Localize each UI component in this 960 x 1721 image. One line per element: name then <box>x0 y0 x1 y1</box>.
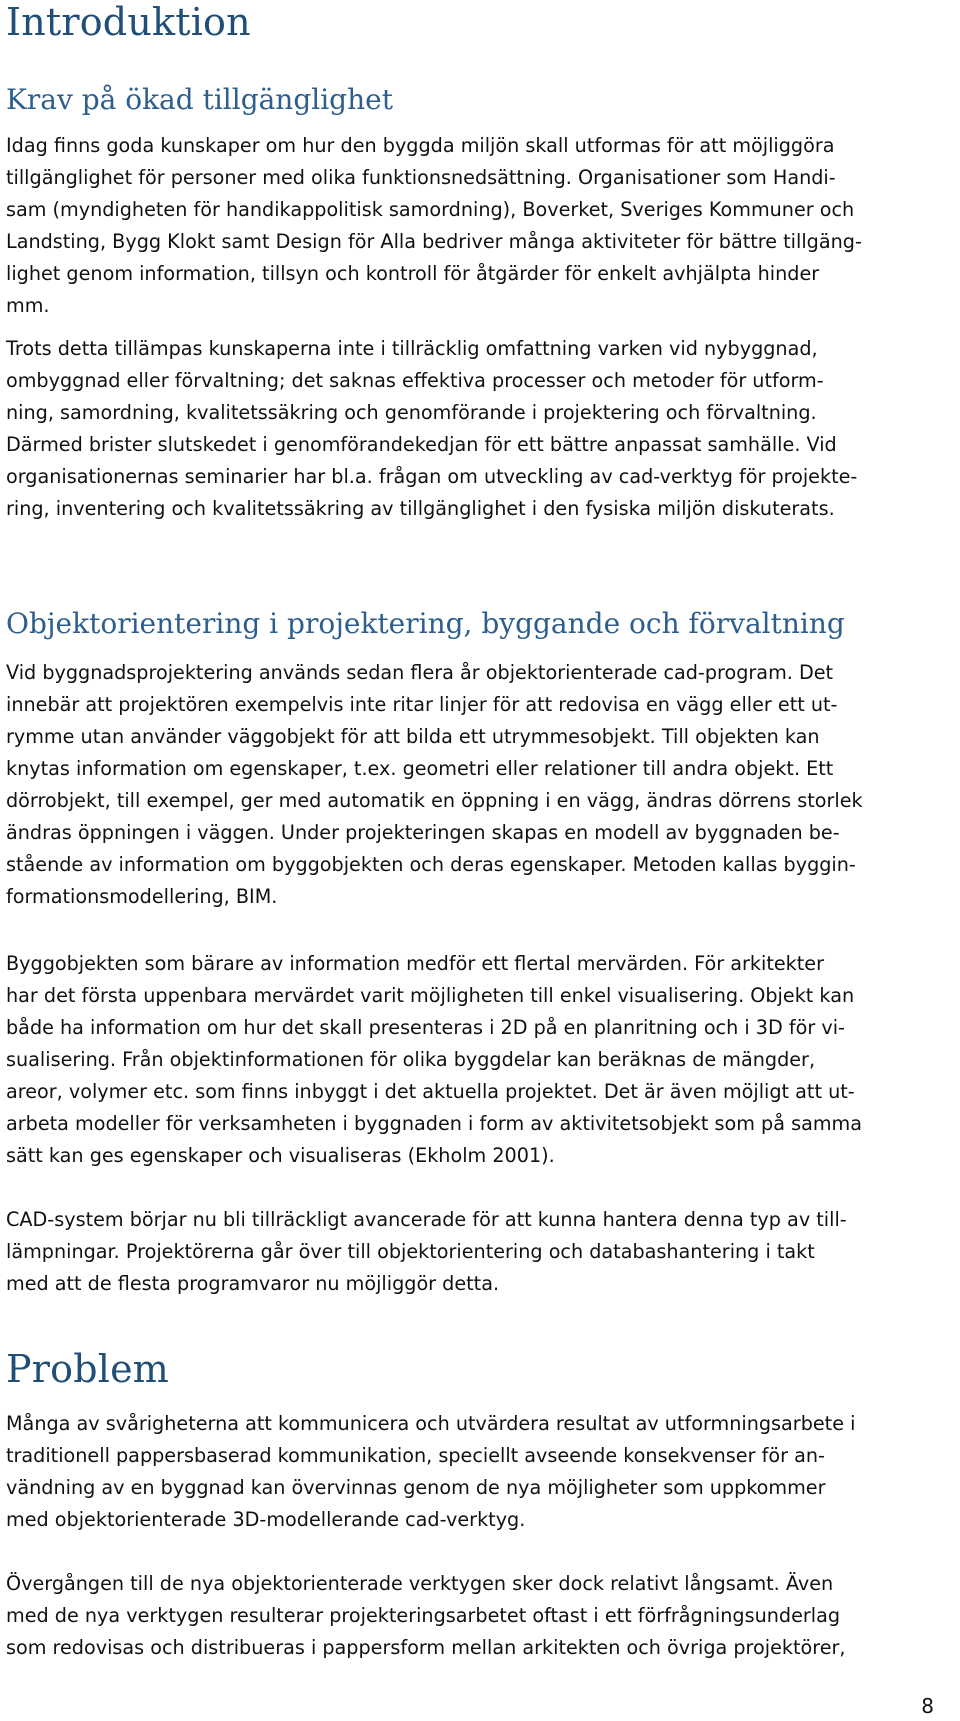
text-line: arbeta modeller för verksamheten i byggnaden i form av aktivitetsobjekt som på samma <box>6 1112 862 1135</box>
text-line: sam (myndigheten för handikappolitisk samordning), Boverket, Sveriges Kommuner och <box>6 198 855 221</box>
text-line: lighet genom information, tillsyn och kontroll för åtgärder för enkelt avhjälpta hinder <box>6 262 820 285</box>
text-line: Trots detta tillämpas kunskaperna inte i tillräcklig omfattning varken vid nybyggnad, <box>6 337 818 360</box>
text-line: traditionell pappersbaserad kommunikation, speciellt avseende konsekvenser för an- <box>6 1444 825 1467</box>
text-line: ning, samordning, kvalitetssäkring och genomförande i projektering och förvaltning. <box>6 401 817 424</box>
text-line: ändras öppningen i väggen. Under projekteringen skapas en modell av byggnaden be- <box>6 821 840 844</box>
heading-objektorientering: Objektorientering i projektering, byggande och förvaltning <box>6 607 845 640</box>
text-line: med att de flesta programvaror nu möjliggör detta. <box>6 1272 500 1295</box>
text-line: med de nya verktygen resulterar projekteringsarbetet oftast i ett förfrågningsunderlag <box>6 1604 841 1627</box>
text-line: Byggobjekten som bärare av information medför ett flertal mervärden. För arkitekter <box>6 952 824 975</box>
text-line: Många av svårigheterna att kommunicera och utvärdera resultat av utformningsarbete i <box>6 1412 856 1435</box>
text-line: som redovisas och distribueras i pappersform mellan arkitekten och övriga projektörer, <box>6 1636 846 1659</box>
heading-problem: Problem <box>6 1347 170 1391</box>
text-line: tillgänglighet för personer med olika funktionsnedsättning. Organisationer som Handi- <box>6 166 836 189</box>
text-line: ombyggnad eller förvaltning; det saknas effektiva processer och metoder för utform- <box>6 369 824 392</box>
text-line: Därmed brister slutskedet i genomförandekedjan för ett bättre anpassat samhälle. Vid <box>6 433 837 456</box>
text-line: organisationernas seminarier har bl.a. frågan om utveckling av cad-verktyg för projekte- <box>6 465 858 488</box>
text-line: sualisering. Från objektinformationen för olika byggdelar kan beräknas de mängder, <box>6 1048 816 1071</box>
text-line: areor, volymer etc. som finns inbyggt i det aktuella projektet. Det är även möjligt att ut- <box>6 1080 855 1103</box>
text-line: sätt kan ges egenskaper och visualiseras (Ekholm 2001). <box>6 1144 555 1167</box>
paragraph-objekt-2 <box>6 948 956 1172</box>
text-line: lämpningar. Projektörerna går över till objektorientering och databashantering i takt <box>6 1240 815 1263</box>
text-line: mm. <box>6 294 50 317</box>
text-line: både ha information om hur det skall presenteras i 2D på en planritning och i 3D för vi- <box>6 1016 845 1039</box>
text-line: knytas information om egenskaper, t.ex. geometri eller relationer till andra objekt. Ett <box>6 757 834 780</box>
text-line: Övergången till de nya objektorienterade verktygen sker dock relativt långsamt. Även <box>6 1572 834 1595</box>
text-line: formationsmodellering, BIM. <box>6 885 278 908</box>
text-line: Landsting, Bygg Klokt samt Design för Alla bedriver många aktiviteter för bättre tillgäng- <box>6 230 862 253</box>
paragraph-objekt-3 <box>6 1204 956 1300</box>
text-line: vändning av en byggnad kan övervinnas genom de nya möjligheter som uppkommer <box>6 1476 826 1499</box>
paragraph-problem-1 <box>6 1408 956 1536</box>
text-line: CAD-system börjar nu bli tillräckligt avancerade för att kunna hantera denna typ av till- <box>6 1208 847 1231</box>
text-line: har det första uppenbara mervärdet varit möjligheten till enkel visualisering. Objekt kan <box>6 984 855 1007</box>
text-line: Idag finns goda kunskaper om hur den byggda miljön skall utformas för att möjliggöra <box>6 134 835 157</box>
text-line: ring, inventering och kvalitetssäkring av tillgänglighet i den fysiska miljön diskuterats. <box>6 497 835 520</box>
text-line: innebär att projektören exempelvis inte ritar linjer för att redovisa en vägg eller ett ut- <box>6 693 838 716</box>
heading-introduktion: Introduktion <box>6 0 251 44</box>
paragraph-objekt-1 <box>6 657 956 913</box>
text-line: Vid byggnadsprojektering används sedan flera år objektorienterade cad-program. Det <box>6 661 834 684</box>
text-line: dörrobjekt, till exempel, ger med automatik en öppning i en vägg, ändras dörrens storlek <box>6 789 863 812</box>
page-number: 8 <box>921 1694 934 1718</box>
paragraph-problem-2 <box>6 1568 956 1664</box>
text-line: rymme utan använder väggobjekt för att bilda ett utrymmesobjekt. Till objekten kan <box>6 725 820 748</box>
heading-krav-pa-okad-tillganglighet: Krav på ökad tillgänglighet <box>6 83 393 116</box>
paragraph-krav-1 <box>6 130 956 322</box>
paragraph-krav-2 <box>6 333 956 525</box>
text-line: stående av information om byggobjekten och deras egenskaper. Metoden kallas byggin- <box>6 853 856 876</box>
text-line: med objektorienterade 3D-modellerande cad-verktyg. <box>6 1508 526 1531</box>
